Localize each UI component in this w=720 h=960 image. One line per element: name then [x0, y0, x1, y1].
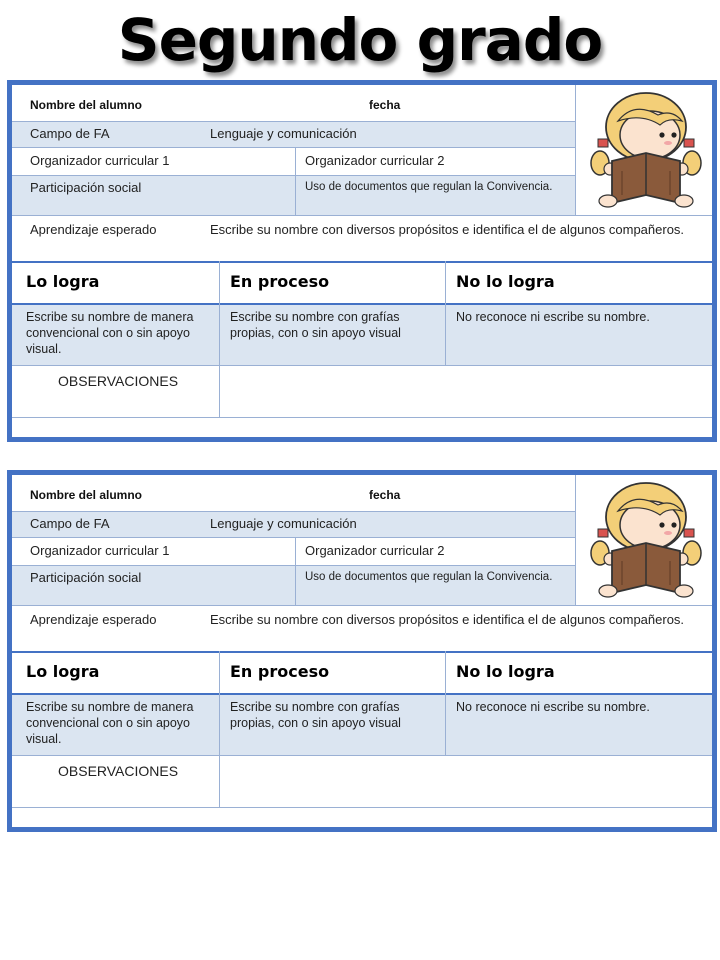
page-title: Segundo grado — [117, 6, 603, 74]
evaluation-card-1 — [7, 80, 717, 442]
descriptor-no-lo-logra: No reconoce ni escribe su nombre. — [456, 700, 650, 714]
descriptor-en-proceso: Escribe su nombre con grafías propias, con o sin apoyo visual — [230, 310, 401, 340]
expected-learning-label: Aprendizaje esperado — [30, 612, 157, 627]
observations-label: OBSERVACIONES — [58, 763, 179, 779]
expected-learning-value: Escribe su nombre con diversos propósitos e identifica el de algunos compañeros. — [210, 222, 685, 237]
descriptor-lo-logra: Escribe su nombre de manera convencional con o sin apoyo visual. — [26, 700, 194, 746]
date-label: fecha — [369, 98, 401, 112]
student-name-label: Nombre del alumno — [30, 98, 143, 112]
field-label: Campo de FA — [30, 126, 110, 141]
student-name-label: Nombre del alumno — [30, 488, 143, 502]
organizer2-label: Organizador curricular 2 — [305, 153, 445, 168]
field-value: Lenguaje y comunicación — [210, 126, 357, 141]
header-no-lo-logra: No lo logra — [456, 662, 555, 681]
observations-label: OBSERVACIONES — [58, 373, 179, 389]
date-label: fecha — [369, 488, 401, 502]
organizer1-label: Organizador curricular 1 — [30, 543, 170, 558]
organizer1-label: Organizador curricular 1 — [30, 153, 170, 168]
descriptor-lo-logra: Escribe su nombre de manera convencional con o sin apoyo visual. — [26, 310, 194, 356]
girl-reading-book-icon — [582, 481, 710, 599]
header-lo-logra: Lo logra — [26, 662, 100, 681]
organizer1-value: Participación social — [30, 180, 142, 195]
descriptor-en-proceso: Escribe su nombre con grafías propias, con o sin apoyo visual — [230, 700, 401, 730]
organizer2-label: Organizador curricular 2 — [305, 543, 445, 558]
organizer1-value: Participación social — [30, 570, 142, 585]
organizer2-value: Uso de documentos que regulan la Convivencia. — [305, 571, 553, 583]
evaluation-card-2 — [7, 470, 717, 832]
expected-learning-label: Aprendizaje esperado — [30, 222, 157, 237]
header-lo-logra: Lo logra — [26, 272, 100, 291]
header-no-lo-logra: No lo logra — [456, 272, 555, 291]
descriptor-no-lo-logra: No reconoce ni escribe su nombre. — [456, 310, 650, 324]
field-label: Campo de FA — [30, 516, 110, 531]
header-en-proceso: En proceso — [230, 272, 330, 291]
organizer2-value: Uso de documentos que regulan la Convivencia. — [305, 181, 553, 193]
header-en-proceso: En proceso — [230, 662, 330, 681]
field-value: Lenguaje y comunicación — [210, 516, 357, 531]
girl-reading-book-icon — [582, 91, 710, 209]
expected-learning-value: Escribe su nombre con diversos propósitos e identifica el de algunos compañeros. — [210, 612, 685, 627]
